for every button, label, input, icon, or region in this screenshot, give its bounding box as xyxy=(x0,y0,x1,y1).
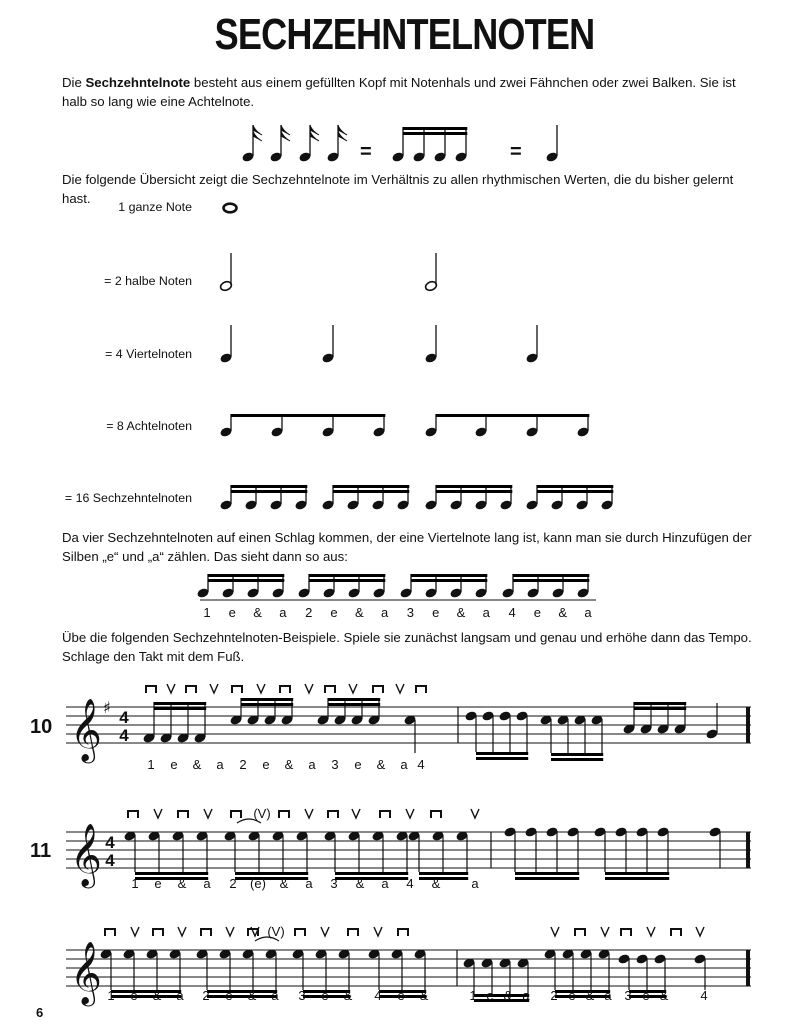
up-bow-mark xyxy=(131,927,139,936)
note-beam xyxy=(419,877,468,880)
count-syllable: 2 xyxy=(305,605,313,620)
count-syllable: 1 xyxy=(469,988,477,1003)
note-beam xyxy=(403,127,467,130)
time-signature: 4 xyxy=(105,851,115,870)
note-beam xyxy=(309,579,385,582)
count-syllable: & xyxy=(284,757,294,772)
count-syllable: a xyxy=(381,876,389,891)
down-bow-mark xyxy=(398,929,408,936)
practice-paragraph: Übe die folgenden Sechzehntelnoten-Beispiele. Spiele sie zunächst langsam und genau und erhöhe dann das Tempo. Schlage den Takt mit dem Fuß. xyxy=(62,630,752,664)
note-beam xyxy=(476,752,528,755)
count-syllable: e xyxy=(642,988,650,1003)
count-syllable: e xyxy=(330,605,338,620)
up-bow-mark xyxy=(601,927,609,936)
count-syllable: e xyxy=(432,605,440,620)
overview-label-sixteenth: = 16 Sechzehntelnoten xyxy=(64,491,192,505)
down-bow-mark xyxy=(348,929,358,936)
up-bow-mark xyxy=(349,684,357,693)
count-syllable: & xyxy=(279,876,289,891)
note-beam xyxy=(208,579,284,582)
count-syllable: & xyxy=(376,757,386,772)
count-syllable: & xyxy=(558,605,568,620)
count-syllable: & xyxy=(354,605,364,620)
note-beam xyxy=(235,877,308,880)
note-beam xyxy=(328,703,380,706)
count-syllable: 4 xyxy=(374,988,382,1003)
note-beam xyxy=(474,999,529,1002)
down-bow-mark xyxy=(416,686,426,693)
count-syllable: a xyxy=(216,757,224,772)
down-bow-mark xyxy=(671,929,681,936)
note-beam xyxy=(605,877,669,880)
note-beam xyxy=(551,753,603,756)
note-beam xyxy=(403,132,467,135)
down-bow-mark xyxy=(128,811,138,818)
count-syllable: 2 xyxy=(202,988,210,1003)
counting-paragraph: Da vier Sechzehntelnoten auf einen Schlag kommen, der eine Viertelnote lang ist, kann man sie durch Hinzufügen der Silben „e“ und „a“ zählen. Das sieht dann so aus: xyxy=(62,530,752,564)
up-bow-mark xyxy=(352,809,360,818)
overview-label-half: = 2 halbe Noten xyxy=(104,274,192,288)
up-bow-mark xyxy=(167,684,175,693)
count-syllable: e xyxy=(228,605,236,620)
count-syllable: e xyxy=(533,605,542,620)
treble-clef: 𝄞 xyxy=(70,698,102,761)
count-syllable: e xyxy=(568,988,576,1003)
example-number: 11 xyxy=(30,840,52,862)
down-bow-mark xyxy=(328,811,338,818)
count-syllable: e xyxy=(486,988,494,1003)
down-bow-mark xyxy=(575,929,585,936)
down-bow-mark xyxy=(279,811,289,818)
note-beam xyxy=(419,872,468,875)
overview-label-quarter: = 4 Viertelnoten xyxy=(105,347,192,361)
note-beam xyxy=(513,579,589,582)
count-syllable: 3 xyxy=(406,605,415,620)
count-syllable: & xyxy=(659,988,669,1003)
count-syllable: 1 xyxy=(131,876,139,891)
count-syllable: e xyxy=(170,757,178,772)
equals-sign: = xyxy=(360,141,372,163)
up-bow-mark xyxy=(647,927,655,936)
up-bow-mark xyxy=(305,684,313,693)
key-sharp: ♯ xyxy=(103,698,111,717)
note-beam xyxy=(605,872,669,875)
note-beam xyxy=(436,490,512,493)
count-syllable: & xyxy=(343,988,353,1003)
count-syllable: a xyxy=(604,988,612,1003)
count-syllable: 2 xyxy=(550,988,558,1003)
equals-sign: = xyxy=(510,141,522,163)
up-bow-mark xyxy=(696,927,704,936)
overview-paragraph: Die folgende Übersicht zeigt die Sechzehntelnote im Verhältnis zu allen rhythmischen Werten, die du bisher gelernt hast. xyxy=(62,172,734,206)
page-number: 6 xyxy=(36,1005,44,1020)
note-beam xyxy=(135,877,208,880)
note-beam xyxy=(111,990,181,993)
up-bow-mark xyxy=(226,927,234,936)
count-syllable: a xyxy=(176,988,184,1003)
count-syllable: e xyxy=(321,988,329,1003)
count-syllable: e xyxy=(225,988,233,1003)
note-beam xyxy=(537,490,613,493)
note-beam xyxy=(208,574,284,577)
down-bow-mark xyxy=(146,686,156,693)
intro-text-start: Die xyxy=(62,75,86,90)
optional-up-bow-mark: (V) xyxy=(253,806,271,821)
count-syllable: 4 xyxy=(508,605,516,620)
count-syllable: a xyxy=(305,876,313,891)
note-beam xyxy=(231,414,385,417)
note-beam xyxy=(515,877,579,880)
note-beam xyxy=(231,490,307,493)
count-syllable: a xyxy=(380,605,389,620)
optional-up-bow-mark: (V) xyxy=(267,924,285,939)
note-beam xyxy=(513,574,589,577)
count-syllable: & xyxy=(456,605,466,620)
count-syllable: & xyxy=(253,605,262,620)
note-beam xyxy=(335,877,408,880)
count-syllable: a xyxy=(279,605,287,620)
down-bow-mark xyxy=(621,929,631,936)
down-bow-mark xyxy=(186,686,196,693)
count-syllable: a xyxy=(522,988,530,1003)
note-beam xyxy=(333,485,409,488)
up-bow-mark xyxy=(321,927,329,936)
note-beam xyxy=(328,698,380,701)
count-syllable: & xyxy=(152,988,162,1003)
up-bow-mark xyxy=(305,809,313,818)
down-bow-mark xyxy=(373,686,383,693)
note-beam xyxy=(335,872,408,875)
note-beam xyxy=(309,574,385,577)
up-bow-mark xyxy=(396,684,404,693)
count-syllable: & xyxy=(355,876,365,891)
up-bow-mark xyxy=(374,927,382,936)
note-beam xyxy=(333,490,409,493)
note-beam xyxy=(436,414,589,417)
note-beam xyxy=(241,703,293,706)
down-bow-mark xyxy=(280,686,290,693)
note-beam xyxy=(411,574,487,577)
count-syllable: a xyxy=(203,876,211,891)
count-syllable: & xyxy=(247,988,257,1003)
example-number: 10 xyxy=(30,716,53,738)
count-syllable: & xyxy=(431,876,441,891)
count-syllable: (e) xyxy=(250,876,266,891)
count-syllable: e xyxy=(397,988,405,1003)
count-syllable: 3 xyxy=(624,988,632,1003)
note-beam xyxy=(154,707,206,710)
down-bow-mark xyxy=(325,686,335,693)
up-bow-mark xyxy=(178,927,186,936)
count-syllable: 1 xyxy=(107,988,115,1003)
overview-label-eighth: = 8 Achtelnoten xyxy=(106,419,192,433)
note-beam xyxy=(474,994,529,997)
count-syllable: 2 xyxy=(239,757,247,772)
time-signature: 4 xyxy=(105,833,115,852)
treble-clef: 𝄞 xyxy=(70,941,102,1004)
count-syllable: e xyxy=(354,757,362,772)
note-beam xyxy=(634,702,686,705)
down-bow-mark xyxy=(380,811,390,818)
intro-term: Sechzehntelnote xyxy=(85,75,191,90)
up-bow-mark xyxy=(204,809,212,818)
note-beam xyxy=(411,579,487,582)
count-syllable: a xyxy=(471,876,479,891)
note-beam xyxy=(241,698,293,701)
count-syllable: 2 xyxy=(229,876,237,891)
count-syllable: 3 xyxy=(331,757,339,772)
down-bow-mark xyxy=(295,929,305,936)
count-syllable: 4 xyxy=(417,757,425,772)
count-syllable: 4 xyxy=(700,988,708,1003)
count-syllable: a xyxy=(308,757,316,772)
treble-clef: 𝄞 xyxy=(70,823,102,886)
down-bow-mark xyxy=(105,929,115,936)
down-bow-mark xyxy=(178,811,188,818)
count-syllable: e xyxy=(154,876,162,891)
count-syllable: & xyxy=(585,988,595,1003)
down-bow-mark xyxy=(232,686,242,693)
up-bow-mark xyxy=(154,809,162,818)
count-syllable: & xyxy=(177,876,187,891)
note-beam xyxy=(207,990,277,993)
note-beam xyxy=(551,758,603,761)
note-beam xyxy=(476,757,528,760)
down-bow-mark xyxy=(431,811,441,818)
down-bow-mark xyxy=(201,929,211,936)
count-syllable: e xyxy=(130,988,138,1003)
count-syllable: & xyxy=(419,988,429,1003)
up-bow-mark xyxy=(551,927,559,936)
note-beam xyxy=(207,995,277,998)
note-beam xyxy=(235,872,308,875)
count-syllable: 1 xyxy=(147,757,155,772)
down-bow-mark xyxy=(153,929,163,936)
count-syllable: e xyxy=(262,757,270,772)
note-beam xyxy=(555,990,610,993)
count-syllable: 3 xyxy=(298,988,306,1003)
count-syllable: 1 xyxy=(203,605,211,620)
time-signature: 4 xyxy=(119,708,129,727)
count-syllable: a xyxy=(584,605,592,620)
note-beam xyxy=(154,702,206,705)
count-syllable: & xyxy=(503,988,513,1003)
note-beam xyxy=(231,485,307,488)
overview-label-whole: 1 ganze Note xyxy=(118,200,192,214)
intro-text-end: besteht aus einem gefüllten Kopf mit Notenhals und zwei Fähnchen oder zwei Balken. Sie ist halb so lang wie eine Achtelnote. xyxy=(62,75,736,109)
time-signature: 4 xyxy=(119,726,129,745)
note-beam xyxy=(135,872,208,875)
count-syllable: a xyxy=(400,757,408,772)
count-syllable: a xyxy=(271,988,279,1003)
count-syllable: 3 xyxy=(330,876,338,891)
up-bow-mark xyxy=(471,809,479,818)
note-beam xyxy=(111,995,181,998)
note-beam xyxy=(515,872,579,875)
note-beam xyxy=(436,485,512,488)
page-title: SECHZEHNTELNOTEN xyxy=(214,10,595,59)
note-beam xyxy=(555,995,610,998)
up-bow-mark xyxy=(257,684,265,693)
up-bow-mark xyxy=(210,684,218,693)
up-bow-mark xyxy=(406,809,414,818)
count-syllable: 4 xyxy=(406,876,414,891)
down-bow-mark xyxy=(231,811,241,818)
count-syllable: a xyxy=(482,605,490,620)
note-beam xyxy=(537,485,613,488)
count-syllable: & xyxy=(192,757,202,772)
note-beam xyxy=(634,707,686,710)
